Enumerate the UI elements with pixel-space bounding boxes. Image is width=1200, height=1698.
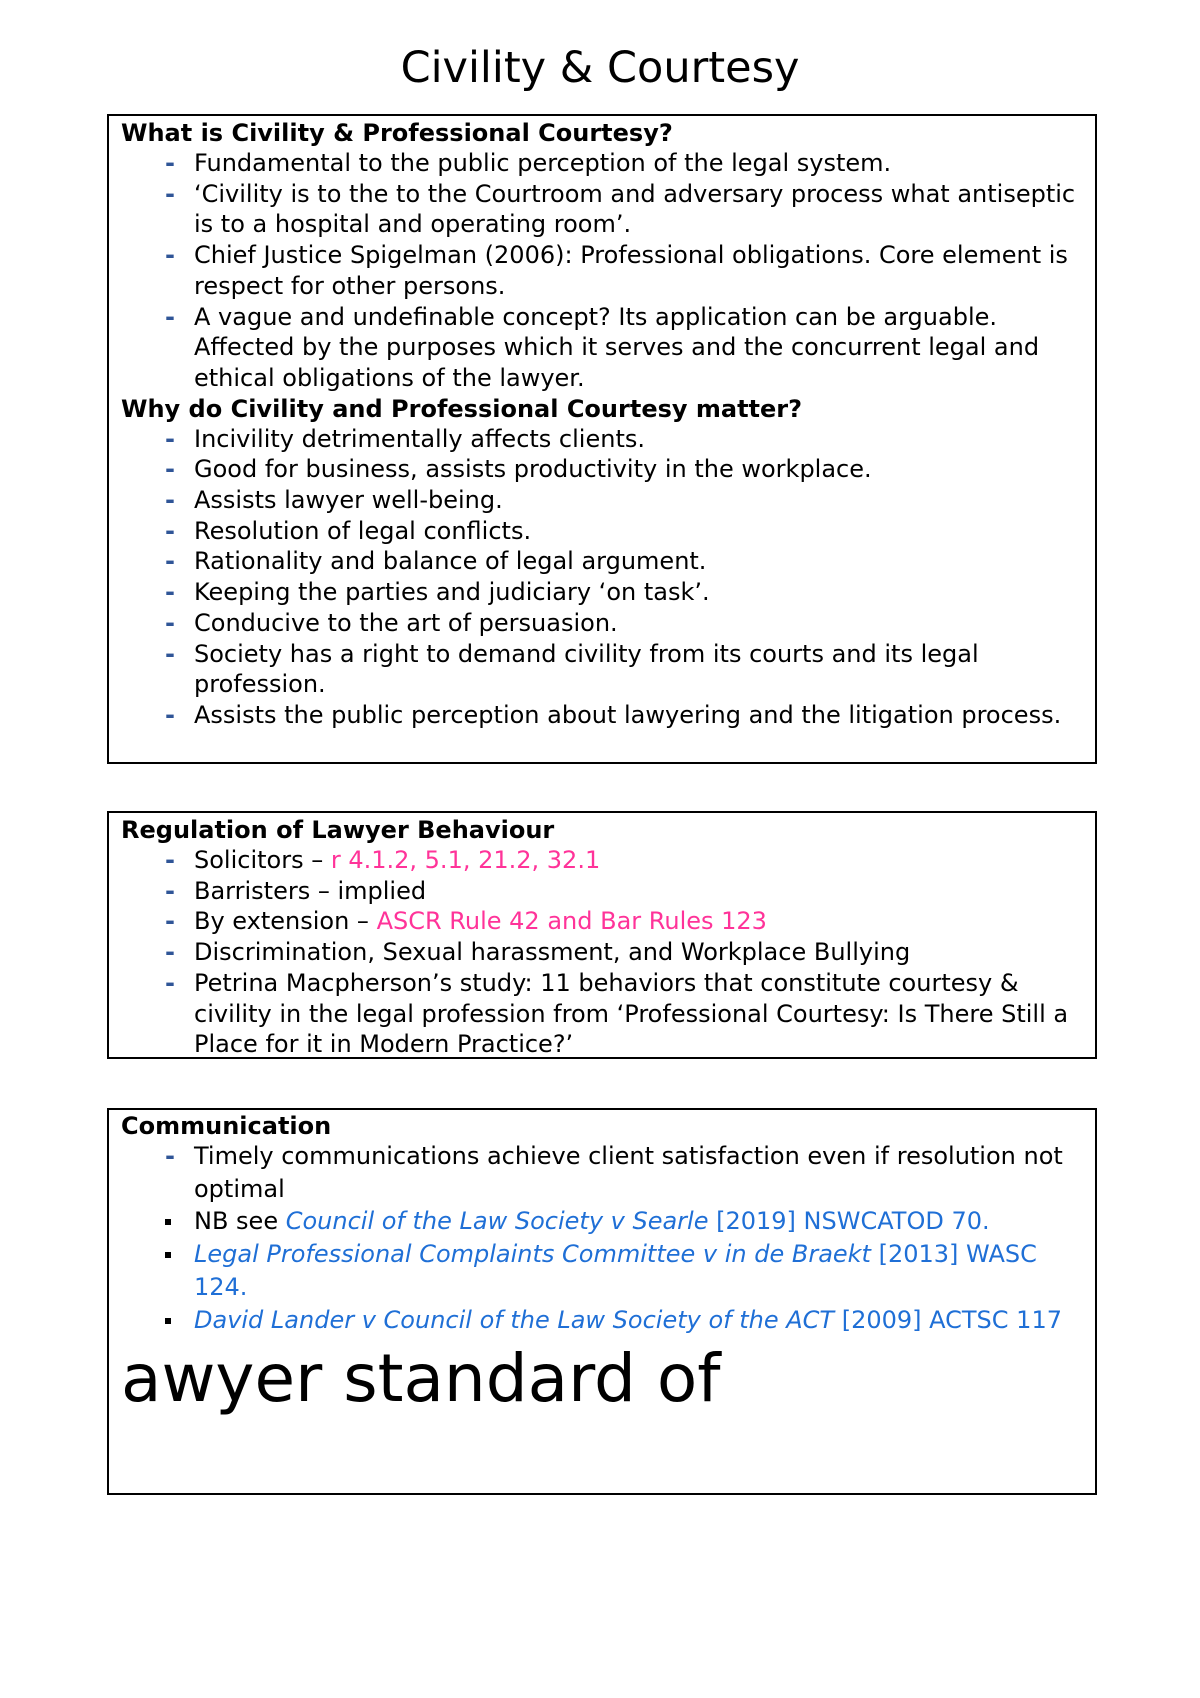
page-title: Civility & Courtesy <box>400 43 800 93</box>
list-item: - Assists the public perception about lawyering and the litigation process. <box>165 700 1062 729</box>
case-item <box>121 1304 1085 1337</box>
dash-bullet: - <box>165 149 175 177</box>
case-citation: [2019] NSWCATOD 70. <box>708 1207 990 1235</box>
list-item: - A vague and undefinable concept? Its application can be arguable. Affected by the purposes which it serves and the concurrent legal and ethical obligations of the lawyer. <box>165 302 1040 392</box>
list-item: - Assists lawyer well-being. <box>165 486 503 515</box>
list-item: - ‘Civility is to the to the Courtroom and adversary process what antiseptic is to a hospital and operating room’. <box>165 179 1076 239</box>
dash-bullet: - <box>165 700 175 729</box>
dash-bullet: - <box>165 938 175 967</box>
list-item: - Solicitors – r 4.1.2, 5.1, 21.2, 32.1 <box>165 846 601 874</box>
list-item: - Society has a right to demand civility from its courts and its legal profession. <box>165 639 979 699</box>
dash-bullet: - <box>165 968 175 997</box>
square-bullet-icon <box>165 1252 171 1258</box>
list-item: - By extension – ASCR Rule 42 and Bar Rules 123 <box>165 907 767 936</box>
why-heading: Why do Civility and Professional Courtesy matter? <box>121 394 803 423</box>
communication-list <box>121 1140 1085 1205</box>
list-item: - Fundamental to the public perception of the legal system. <box>165 149 892 177</box>
dash-bullet: - <box>165 486 175 515</box>
regulation-heading: Regulation of Lawyer Behaviour <box>121 816 555 844</box>
dash-bullet: - <box>165 455 175 484</box>
dash-bullet: - <box>165 578 175 607</box>
dash-bullet: - <box>165 516 175 545</box>
list-item: - Petrina Macpherson’s study: 11 behaviors that constitute courtesy & civility in the legal profession from ‘Professional Courtesy: Is There Still a Place for it in Modern Practice?’ <box>165 968 1069 1059</box>
communication-heading: Communication <box>121 1112 332 1140</box>
regulation-list <box>121 845 1085 1059</box>
why-list <box>121 424 1085 731</box>
case-name: Council of the Law Society v Searle <box>285 1207 709 1235</box>
list-item: - Keeping the parties and judiciary ‘on task’. <box>165 578 710 607</box>
dash-bullet: - <box>165 179 175 208</box>
civility-heading: What is Civility & Professional Courtesy? <box>121 119 673 147</box>
communication-box <box>107 1108 1097 1495</box>
dash-bullet: - <box>165 876 175 905</box>
list-item: - Barristers – implied <box>165 876 427 905</box>
list-item: - Good for business, assists productivity in the workplace. <box>165 455 872 484</box>
dash-bullet: - <box>165 302 175 331</box>
list-item: - Timely communications achieve client satisfaction even if resolution not optimal <box>165 1142 1063 1203</box>
case-name: David Lander v Council of the Law Society of the ACT <box>194 1306 835 1334</box>
square-bullet-icon <box>165 1219 171 1225</box>
dash-bullet: - <box>165 424 175 453</box>
dash-bullet: - <box>165 1142 175 1170</box>
extension-rules: ASCR Rule 42 and Bar Rules 123 <box>376 907 767 936</box>
case-item <box>121 1238 1085 1304</box>
solicitors-rules: r 4.1.2, 5.1, 21.2, 32.1 <box>330 846 601 874</box>
case-citation: [2013] WASC 124. <box>194 1240 1037 1301</box>
civility-box <box>107 114 1097 764</box>
civility-list <box>121 148 1085 394</box>
dash-bullet: - <box>165 547 175 576</box>
dash-bullet: - <box>165 608 175 637</box>
list-item: - Resolution of legal conflicts. <box>165 516 532 545</box>
dash-bullet: - <box>165 846 175 874</box>
dash-bullet: - <box>165 639 175 668</box>
list-item: - Incivility detrimentally affects clients. <box>165 424 645 453</box>
square-bullet-icon <box>165 1318 171 1324</box>
case-list <box>121 1205 1085 1337</box>
dash-bullet: - <box>165 907 175 936</box>
regulation-box <box>107 811 1097 1059</box>
list-item: - Conducive to the art of persuasion. <box>165 608 618 637</box>
list-item: - Discrimination, Sexual harassment, and Workplace Bullying <box>165 938 911 967</box>
case-citation: [2009] ACTSC 117 <box>834 1306 1062 1334</box>
large-fragment-text: awyer standard of <box>121 1340 721 1417</box>
case-name: Legal Professional Complaints Committee v in de Braekt <box>194 1240 871 1268</box>
list-item: - Rationality and balance of legal argument. <box>165 547 707 576</box>
list-item: - Chief Justice Spigelman (2006): Professional obligations. Core element is respect for other persons. <box>165 241 1068 300</box>
dash-bullet: - <box>165 241 175 270</box>
case-item: NB see Council of the Law Society v Searle [2019] NSWCATOD 70. <box>121 1205 1085 1238</box>
